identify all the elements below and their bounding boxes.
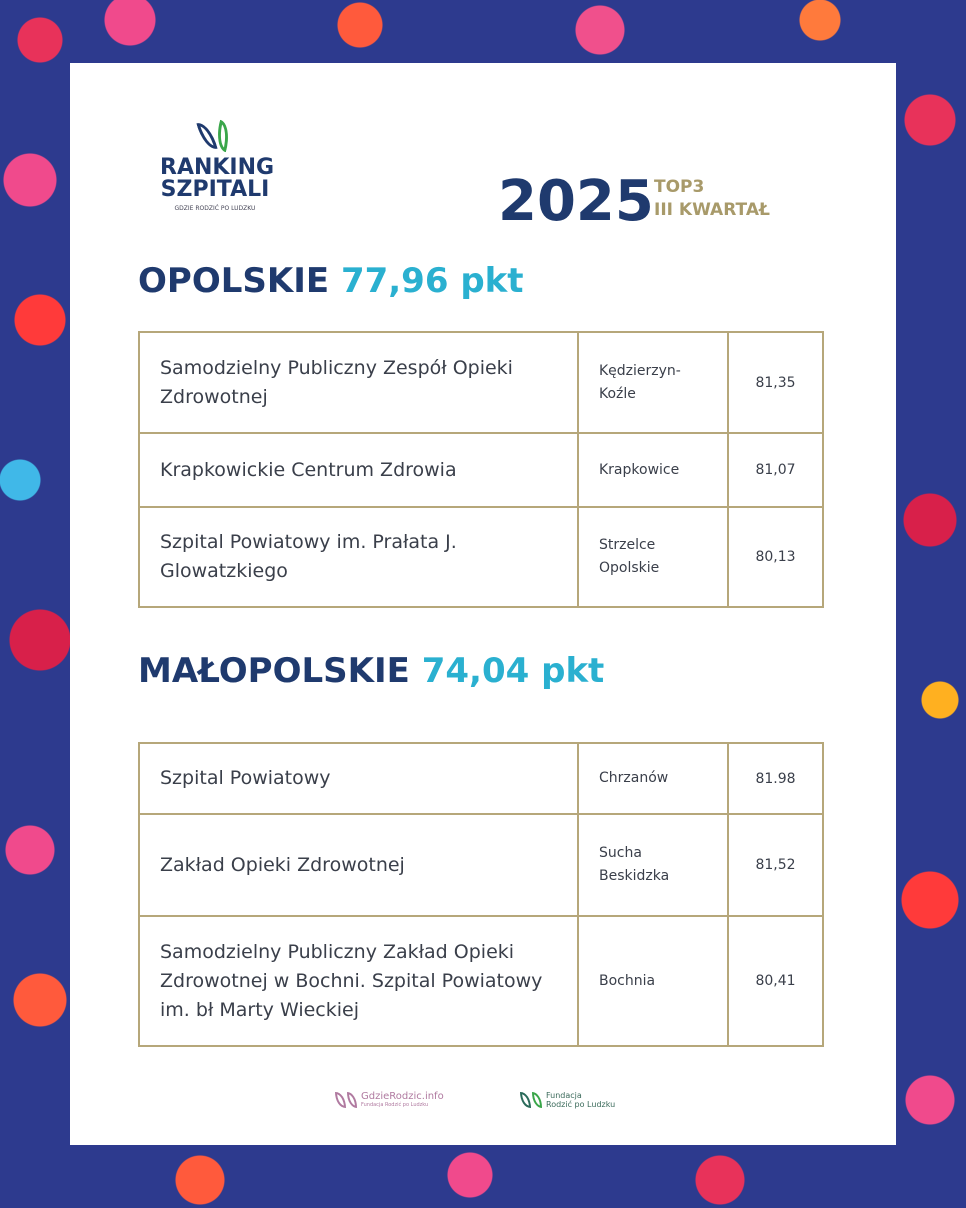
region-score: 77,96 pkt	[340, 261, 524, 301]
hospital-name: Szpital Powiatowy im. Prałata J. Glowatzkiego	[139, 507, 578, 607]
ranking-table-opolskie	[138, 331, 824, 608]
hospital-name: Zakład Opieki Zdrowotnej	[139, 814, 578, 916]
score: 80,13	[728, 507, 823, 607]
region-name: OPOLSKIE	[138, 261, 330, 301]
section-heading-opolskie	[138, 261, 524, 301]
logo1-sub: Fundacja Rodzić po Ludzku	[361, 1102, 429, 1108]
leaves-icon	[335, 1092, 357, 1108]
score: 81.98	[728, 743, 823, 814]
logo1-name: GdzieRodzic.info	[361, 1091, 444, 1102]
city: Kędzierzyn-Koźle	[578, 332, 728, 433]
score: 81,52	[728, 814, 823, 916]
hospital-name: Samodzielny Publiczny Zespół Opieki Zdrowotnej	[139, 332, 578, 433]
city: Bochnia	[578, 916, 728, 1046]
logo-tagline: GDZIE RODZIĆ PO LUDZKU	[174, 205, 256, 212]
table-row	[139, 433, 823, 507]
hospital-name: Samodzielny Publiczny Zakład Opieki Zdrowotnej w Bochni. Szpital Powiatowy im. bł Marty Wieckiej	[139, 916, 578, 1046]
leaves-icon	[520, 1092, 542, 1108]
table-row	[139, 332, 823, 433]
score: 80,41	[728, 916, 823, 1046]
gdzierodzic-logo[interactable]	[335, 1091, 444, 1108]
leaves-icon	[160, 121, 270, 157]
section-heading-malopolskie	[138, 651, 604, 691]
city: Strzelce Opolskie	[578, 507, 728, 607]
subtitle	[654, 176, 770, 222]
hospital-name: Krapkowickie Centrum Zdrowia	[139, 433, 578, 507]
quarter-label: III KWARTAŁ	[654, 200, 770, 220]
city: Krapkowice	[578, 433, 728, 507]
city: Sucha Beskidzka	[578, 814, 728, 916]
region-name: MAŁOPOLSKIE	[138, 651, 410, 691]
hospital-name: Szpital Powiatowy	[139, 743, 578, 814]
ranking-table-malopolskie	[138, 742, 824, 1047]
table-row	[139, 743, 823, 814]
ranking-logo	[160, 121, 275, 212]
table-row	[139, 507, 823, 607]
table-row	[139, 916, 823, 1046]
logo2-line2: Rodzić po Ludzku	[546, 1100, 616, 1109]
fundacja-logo[interactable]	[520, 1091, 615, 1109]
score: 81,07	[728, 433, 823, 507]
year: 2025	[498, 169, 654, 234]
score: 81,35	[728, 332, 823, 433]
logo-line1: RANKING	[160, 155, 275, 180]
table-row	[139, 814, 823, 916]
top3-label: TOP3	[654, 177, 705, 197]
city: Chrzanów	[578, 743, 728, 814]
logo-line2: SZPITALI	[160, 177, 270, 202]
region-score: 74,04 pkt	[421, 651, 605, 691]
logo2-line1: Fundacja	[546, 1091, 582, 1100]
ranking-card	[70, 63, 896, 1145]
